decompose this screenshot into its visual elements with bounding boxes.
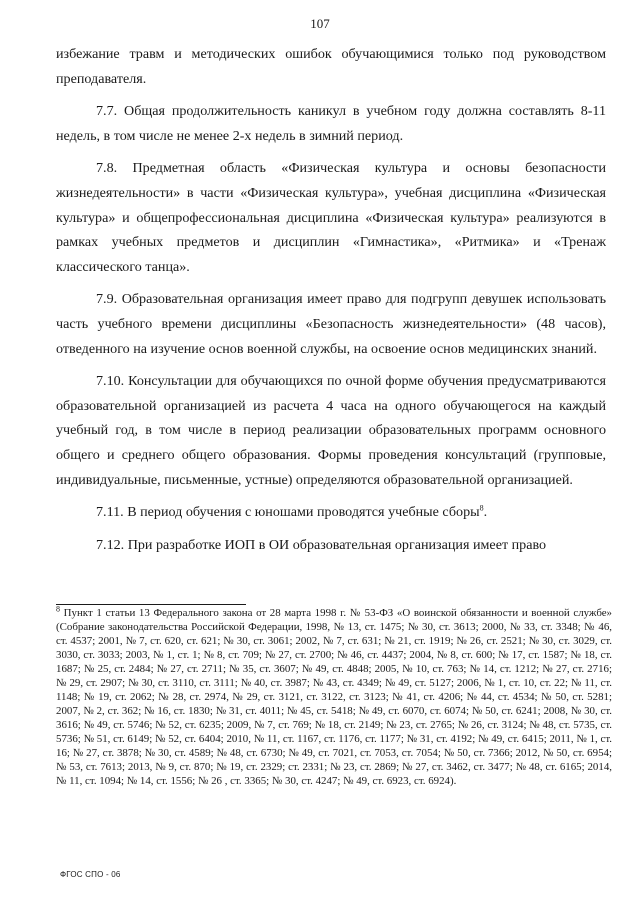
paragraph-7-11-text: 7.11. В период обучения с юношами проводятся учебные сборы: [96, 504, 480, 521]
paragraph-7-12: 7.12. При разработке ИОП в ОИ образовательная организация имеет право: [96, 536, 547, 553]
footnote: [56, 606, 612, 788]
paragraph-continuation: избежание травм и методических ошибок обучающимися только под руководством преподавателя.: [56, 46, 606, 87]
footnote-divider: [56, 604, 246, 605]
paragraph-7-7: 7.7. Общая продолжительность каникул в учебном году должна составлять 8-11 недель, в том числе не менее 2-х недель в зимний период.: [56, 103, 606, 144]
page-number: 107: [310, 16, 330, 31]
paragraph-7-10: 7.10. Консультации для обучающихся по очной форме обучения предусматриваются образовательной организацией из расчета 4 часа на одного обучающегося на каждый учебный год, в том числе в период реализации образовательных программ основного общего и среднего общего образования. Формы проведения консультаций (групповые, индивидуальные, письменные, устные) определяются образовательной организацией.: [56, 373, 606, 488]
paragraph-7-8: 7.8. Предметная область «Физическая культура и основы безопасности жизнедеятельности» в части «Физическая культура», учебная дисциплина «Физическая культура» и общепрофессиональная дисциплина «Физическая культура» реализуются в рамках учебных предметов и дисциплин «Гимнастика», «Ритмика» и «Тренаж классического танца».: [56, 160, 606, 275]
period: .: [483, 504, 488, 521]
footnote-body: [56, 606, 612, 788]
footnote-reference: 8: [479, 503, 484, 513]
document-tag: ФГОС СПО - 06: [60, 870, 121, 879]
footnote-text: Пункт 1 статьи 13 Федерального закона от 28 марта 1998 г. № 53-ФЗ «О воинской обязанности и военной службе» (Собрание законодательства Российской Федерации, 1998, № 13, ст. 1475; № 30, ст. 3613; 2000, № 33, ст. 3348; № 46, ст. 4537; 2001, № 7, ст. 620, ст. 621; № 30, ст. 3061; 2002, № 7, ст. 631; № 21, ст. 1919; № 26, ст. 2521; № 30, ст. 3029, ст. 3030, ст. 3033; 2003, № 1, ст. 1; № 8, ст. 709; № 27, ст. 2700; № 46, ст. 4437; 2004, № 8, ст. 600; № 17, ст. 1587; № 18, ст. 1687; № 25, ст. 2484; № 27, ст. 2711; № 35, ст. 3607; № 49, ст. 4848; 2005, № 10, ст. 763; № 14, ст. 1212; № 27, ст. 2716; № 29, ст. 2907; № 30, ст. 3110, ст. 3111; № 40, ст. 3987; № 43, ст. 4349; № 49, ст. 5127; 2006, № 1, ст. 10, ст. 22; № 11, ст. 1148; № 19, ст. 2062; № 28, ст. 2974, № 29, ст. 3121, ст. 3122, ст. 3123; № 41, ст. 4206; № 44, ст. 4534; № 50, ст. 5281; 2007, № 2, ст. 362; № 16, ст. 1830; № 31, ст. 4011; № 45, ст. 5418; № 49, ст. 6070, ст. 6074; № 50, ст. 6241; 2008, № 30, ст. 3616; № 49, ст. 5746; № 52, ст. 6235; 2009, № 7, ст. 769; № 18, ст. 2149; № 23, ст. 2765; № 26, ст. 3124; № 48, ст. 5735, ст. 5736; № 51, ст. 6149; № 52, ст. 6404; 2010, № 11, ст. 1167, ст. 1176, ст. 1177; № 31, ст. 4192; № 49, ст. 6415; 2011, № 1, ст. 16; № 27, ст. 3878; № 30, ст. 4589; № 48, ст. 6730; № 49, ст. 7021, ст. 7053, ст. 7054; № 50, ст. 7366; 2012, № 50, ст. 6954; № 53, ст. 7613; 2013, № 9, ст. 870; № 19, ст. 2329; ст. 2331; № 23, ст. 2869; № 27, ст. 3462, ст. 3477; № 48, ст. 6165; 2014, № 11, ст. 1094; № 14, ст. 1556; № 26 , ст. 3365; № 30, ст. 4247; № 49, ст. 6923, ст. 6924).: [56, 607, 612, 787]
paragraph-7-11: [56, 500, 606, 525]
footnote-marker: 8: [56, 604, 60, 614]
paragraph-7-9: 7.9. Образовательная организация имеет право для подгрупп девушек использовать часть учебного времени дисциплины «Безопасность жизнедеятельности» (48 часов), отведенного на изучение основ военной службы, на освоение основ медицинских знаний.: [56, 291, 606, 357]
body-text: [56, 42, 606, 561]
